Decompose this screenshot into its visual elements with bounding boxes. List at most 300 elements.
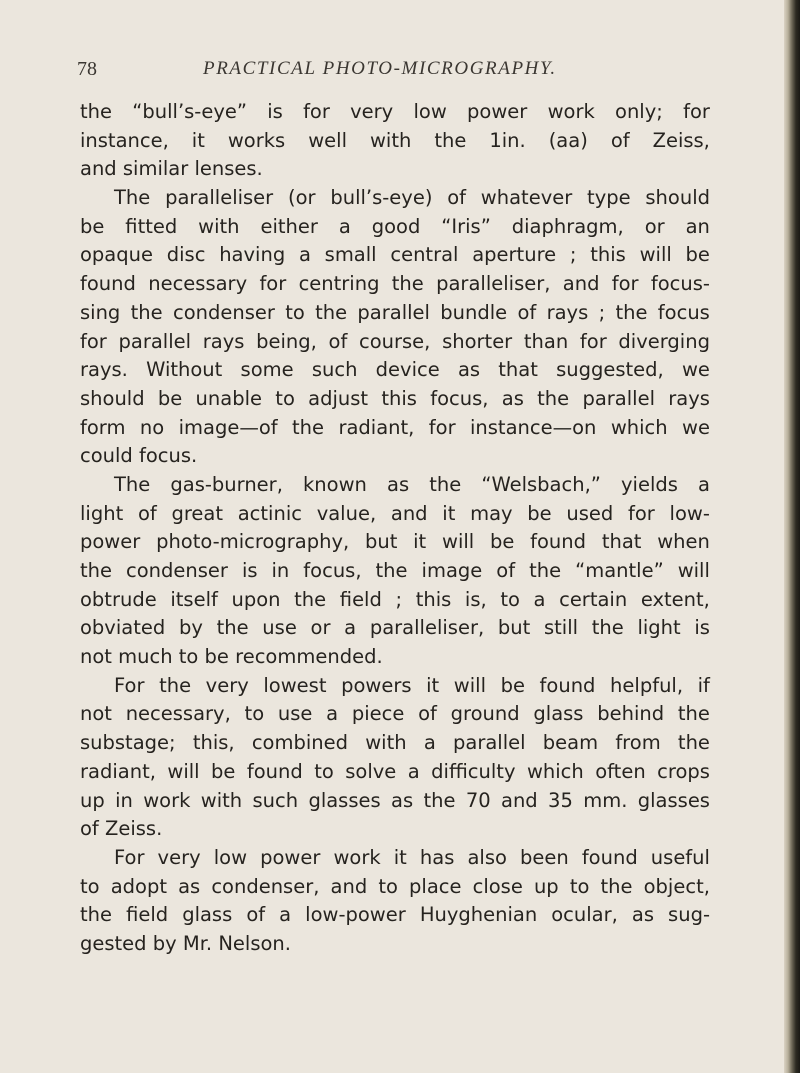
- word: either: [260, 214, 318, 238]
- word: and: [501, 788, 538, 812]
- word: this: [590, 243, 626, 267]
- text-line: [80, 328, 710, 357]
- word: field: [126, 903, 169, 927]
- word: the: [529, 559, 562, 582]
- word: be: [211, 759, 236, 783]
- word: or: [310, 616, 331, 640]
- word: to: [314, 759, 334, 783]
- word: by: [178, 616, 203, 640]
- word: “mantle”: [575, 559, 664, 582]
- word: radiant,: [80, 759, 156, 783]
- word: with: [369, 128, 412, 152]
- word: for: [683, 100, 710, 123]
- word: the: [434, 128, 467, 152]
- word: low: [413, 100, 447, 123]
- word: well: [308, 128, 347, 152]
- text-line: [80, 127, 710, 156]
- word: The: [114, 186, 151, 210]
- word: often: [595, 759, 646, 783]
- word: of: [246, 903, 266, 927]
- word: very: [350, 100, 394, 123]
- word: with: [365, 731, 407, 755]
- word: substage;: [80, 731, 176, 755]
- word: only;: [615, 100, 663, 123]
- word: powers: [341, 673, 412, 697]
- word: centring: [298, 272, 380, 296]
- word: use: [262, 616, 297, 640]
- text-line: [80, 700, 710, 729]
- word: the: [80, 903, 113, 927]
- word: great: [171, 501, 224, 525]
- word: Zeiss,: [652, 128, 710, 152]
- text-line: [80, 184, 710, 213]
- word: for: [611, 272, 639, 296]
- word: ;: [569, 243, 577, 267]
- word: rays.: [80, 358, 128, 382]
- word: found: [246, 759, 303, 783]
- word: to: [285, 300, 305, 324]
- word: 1in.: [489, 128, 526, 152]
- text-line: [80, 643, 710, 672]
- word: itself: [170, 587, 218, 611]
- word: will: [442, 530, 475, 554]
- word: be: [80, 214, 105, 238]
- word: to: [244, 702, 265, 726]
- word: with: [198, 214, 240, 238]
- word: central: [390, 243, 459, 267]
- word: or: [644, 214, 665, 238]
- word: light: [637, 616, 681, 640]
- word: ;: [395, 587, 403, 611]
- word: and: [562, 272, 600, 296]
- word: a: [698, 472, 710, 496]
- word: the: [375, 559, 408, 582]
- text-line-content: of Zeiss.: [80, 817, 163, 841]
- word: as: [457, 358, 481, 382]
- word: it: [413, 530, 427, 554]
- word: low-power: [305, 903, 406, 927]
- word: be: [685, 243, 710, 267]
- word: helpful,: [610, 673, 684, 697]
- word: with: [200, 788, 243, 812]
- word: still: [543, 616, 579, 640]
- word: close: [472, 874, 523, 898]
- word: it: [426, 673, 440, 697]
- word: field: [339, 587, 382, 611]
- word: low: [213, 845, 248, 869]
- text-line: [80, 614, 710, 643]
- word: also: [467, 845, 507, 869]
- word: whatever: [480, 186, 573, 210]
- text-line-content: and similar lenses.: [80, 157, 263, 181]
- word: (or: [287, 186, 316, 210]
- word: good: [371, 214, 421, 238]
- word: crops: [657, 759, 710, 783]
- word: obviated: [80, 616, 166, 640]
- word: parallel: [453, 731, 526, 755]
- text-line: [80, 901, 710, 930]
- text-line: [80, 241, 710, 270]
- word: of: [447, 186, 467, 210]
- word: work: [547, 100, 595, 123]
- word: mm.: [583, 788, 628, 812]
- word: necessary: [148, 272, 248, 296]
- word: parallel: [357, 300, 430, 324]
- word: small: [324, 243, 377, 267]
- word: it: [191, 128, 205, 152]
- text-line: [80, 758, 710, 787]
- word: paralleliser,: [436, 272, 551, 296]
- word: has: [419, 845, 455, 869]
- text-line-content: gested by Mr. Nelson.: [80, 931, 291, 955]
- word: instance—on: [470, 415, 597, 439]
- word: of: [517, 300, 537, 324]
- word: For: [114, 673, 145, 697]
- word: the: [677, 702, 710, 726]
- word: combined: [251, 731, 349, 755]
- word: a: [279, 903, 292, 927]
- word: having: [219, 243, 286, 267]
- word: value,: [316, 501, 377, 525]
- word: course,: [359, 329, 431, 353]
- word: sing: [80, 300, 121, 324]
- word: “Iris”: [441, 214, 491, 238]
- word: parallel: [582, 386, 655, 410]
- word: focus-: [650, 272, 710, 296]
- word: being,: [256, 329, 317, 353]
- text-line: [80, 356, 710, 385]
- word: for: [628, 501, 655, 525]
- word: to: [500, 587, 520, 611]
- word: as: [178, 874, 201, 898]
- word: For: [114, 845, 145, 869]
- word: form: [80, 415, 126, 439]
- word: power: [260, 845, 321, 869]
- word: some: [240, 358, 294, 382]
- word: low-: [669, 501, 710, 525]
- word: to: [80, 874, 100, 898]
- word: paralleliser: [165, 186, 274, 210]
- word: the: [159, 673, 192, 697]
- word: glasses: [308, 788, 381, 812]
- text-line: [80, 873, 710, 902]
- word: Without: [146, 358, 223, 382]
- word: up: [533, 874, 559, 898]
- word: the: [615, 300, 648, 324]
- word: The: [114, 472, 151, 496]
- word: this: [381, 386, 417, 410]
- text-line: [80, 557, 710, 586]
- word: a: [298, 243, 311, 267]
- word: is: [694, 616, 710, 640]
- word: paralleliser,: [369, 616, 485, 640]
- page-binding-edge: [784, 0, 800, 1073]
- word: such: [311, 358, 358, 382]
- text-line: [80, 98, 710, 127]
- word: to: [275, 386, 295, 410]
- word: object,: [643, 874, 710, 898]
- text-line: [80, 787, 710, 816]
- word: use: [277, 702, 313, 726]
- text-line: [80, 270, 710, 299]
- word: obtrude: [80, 587, 157, 611]
- word: the: [315, 300, 348, 324]
- word: bull’s-eye): [330, 186, 433, 210]
- word: as: [391, 788, 414, 812]
- word: of: [496, 559, 516, 582]
- text-line: [80, 385, 710, 414]
- word: a: [338, 214, 351, 238]
- word: used: [566, 501, 614, 525]
- word: 70: [465, 788, 491, 812]
- word: Huyghenian: [419, 903, 538, 927]
- word: power: [467, 100, 528, 123]
- word: of: [418, 702, 437, 726]
- word: lowest: [263, 673, 327, 697]
- text-line: [80, 729, 710, 758]
- word: glass: [533, 702, 584, 726]
- word: for: [259, 272, 287, 296]
- word: for: [80, 329, 107, 353]
- word: be: [157, 386, 183, 410]
- word: “Welsbach,”: [481, 472, 601, 496]
- word: it: [393, 845, 407, 869]
- word: as: [387, 472, 410, 496]
- word: this: [415, 587, 452, 611]
- word: for: [303, 100, 330, 123]
- word: the: [600, 874, 633, 898]
- word: the: [429, 472, 462, 496]
- text-line: [80, 471, 710, 500]
- word: we: [682, 415, 710, 439]
- word: of: [328, 329, 348, 353]
- word: the: [216, 616, 249, 640]
- word: a: [407, 759, 420, 783]
- word: device: [375, 358, 440, 382]
- word: found: [80, 272, 136, 296]
- text-line: [80, 815, 710, 844]
- word: if: [697, 673, 710, 697]
- word: be: [500, 673, 525, 697]
- word: should: [645, 186, 710, 210]
- word: behind: [597, 702, 665, 726]
- word: been: [520, 845, 569, 869]
- word: adopt: [110, 874, 167, 898]
- word: will: [453, 673, 486, 697]
- word: focus: [657, 300, 710, 324]
- text-line: [80, 213, 710, 242]
- word: shorter: [442, 329, 513, 353]
- word: than: [523, 329, 569, 353]
- word: when: [657, 530, 710, 554]
- word: found: [539, 673, 596, 697]
- word: ;: [598, 300, 606, 324]
- word: image: [421, 559, 483, 582]
- word: useful: [650, 845, 710, 869]
- word: for: [579, 329, 607, 353]
- text-line: [80, 155, 710, 184]
- word: will: [677, 559, 710, 582]
- word: should: [80, 386, 145, 410]
- word: yields: [621, 472, 678, 496]
- word: to: [569, 874, 590, 898]
- word: very: [205, 673, 249, 697]
- word: it: [442, 501, 456, 525]
- word: rays: [668, 386, 710, 410]
- word: the: [677, 731, 710, 755]
- word: up: [80, 788, 105, 812]
- word: light: [80, 501, 124, 525]
- text-line: [80, 586, 710, 615]
- word: we: [681, 358, 710, 382]
- text-line-content: could focus.: [80, 444, 198, 468]
- word: which: [526, 759, 584, 783]
- word: such: [252, 788, 299, 812]
- word: sug-: [668, 903, 710, 927]
- word: instance,: [80, 128, 169, 152]
- word: upon: [231, 587, 281, 611]
- word: work: [143, 788, 191, 812]
- word: as: [501, 386, 524, 410]
- word: diverging: [618, 329, 710, 353]
- word: a: [423, 731, 436, 755]
- word: solve: [345, 759, 397, 783]
- text-line: [80, 844, 710, 873]
- word: condenser: [172, 300, 275, 324]
- text-line: [80, 442, 710, 471]
- word: aperture: [472, 243, 557, 267]
- word: “bull’s-eye”: [132, 100, 247, 123]
- word: but: [497, 616, 531, 640]
- word: works: [227, 128, 286, 152]
- word: condenser: [126, 559, 228, 582]
- word: of: [137, 501, 157, 525]
- word: actinic: [237, 501, 302, 525]
- word: image—of: [178, 415, 278, 439]
- text-line: [80, 528, 710, 557]
- word: rays: [202, 329, 245, 353]
- word: the: [80, 559, 113, 582]
- word: diaphragm,: [511, 214, 624, 238]
- word: certain: [559, 587, 628, 611]
- body-text: [80, 98, 710, 959]
- page-header: [77, 58, 737, 92]
- word: from: [615, 731, 661, 755]
- word: for: [428, 415, 456, 439]
- word: adjust: [308, 386, 369, 410]
- word: and: [390, 501, 428, 525]
- word: that: [601, 530, 642, 554]
- word: (aa): [548, 128, 588, 152]
- word: known: [303, 472, 367, 496]
- word: and: [330, 874, 368, 898]
- word: to: [378, 874, 398, 898]
- word: radiant,: [338, 415, 415, 439]
- word: is,: [464, 587, 487, 611]
- word: opaque: [80, 243, 153, 267]
- text-line-content: not much to be recommended.: [80, 645, 383, 669]
- page-number: 78: [77, 58, 97, 80]
- word: as: [631, 903, 654, 927]
- text-line: [80, 672, 710, 701]
- word: a: [533, 587, 546, 611]
- word: beam: [542, 731, 599, 755]
- word: the: [294, 587, 327, 611]
- word: fitted: [125, 214, 178, 238]
- word: bundle: [440, 300, 508, 324]
- word: the: [537, 386, 570, 410]
- word: the: [130, 300, 163, 324]
- word: found: [530, 530, 587, 554]
- text-line: [80, 500, 710, 529]
- word: place: [409, 874, 462, 898]
- word: the: [80, 100, 113, 123]
- word: the: [423, 788, 456, 812]
- word: may: [470, 501, 513, 525]
- word: in: [115, 788, 133, 812]
- word: necessary,: [125, 702, 231, 726]
- word: found: [581, 845, 638, 869]
- word: a: [344, 616, 357, 640]
- word: the: [292, 415, 325, 439]
- word: be: [527, 501, 552, 525]
- word: glass: [182, 903, 233, 927]
- word: will: [639, 243, 672, 267]
- word: rays: [546, 300, 589, 324]
- word: the: [391, 272, 424, 296]
- word: unable: [195, 386, 263, 410]
- text-line: [80, 930, 710, 959]
- text-line: [80, 414, 710, 443]
- word: gas-burner,: [170, 472, 283, 496]
- word: this,: [192, 731, 235, 755]
- word: parallel: [118, 329, 192, 353]
- word: ocular,: [551, 903, 618, 927]
- word: no: [139, 415, 165, 439]
- word: is: [267, 100, 283, 123]
- word: of: [610, 128, 630, 152]
- word: focus,: [303, 559, 362, 582]
- word: work: [333, 845, 381, 869]
- word: very: [157, 845, 201, 869]
- word: but: [364, 530, 398, 554]
- word: extent,: [640, 587, 710, 611]
- word: not: [80, 702, 112, 726]
- text-line: [80, 299, 710, 328]
- word: 35: [548, 788, 573, 812]
- word: photo-micrography,: [156, 530, 350, 554]
- word: in: [271, 559, 290, 582]
- word: difficulty: [431, 759, 516, 783]
- word: type: [587, 186, 631, 210]
- word: suggested,: [556, 358, 664, 382]
- word: which: [610, 415, 668, 439]
- word: that: [498, 358, 538, 382]
- word: focus,: [430, 386, 489, 410]
- word: be: [489, 530, 515, 554]
- word: the: [591, 616, 624, 640]
- word: condenser,: [211, 874, 320, 898]
- word: power: [80, 530, 141, 554]
- word: disc: [166, 243, 206, 267]
- word: a: [326, 702, 339, 726]
- running-title: PRACTICAL PHOTO-MICROGRAPHY.: [203, 58, 557, 79]
- word: glasses: [637, 788, 710, 812]
- word: piece: [351, 702, 405, 726]
- word: an: [685, 214, 710, 238]
- word: will: [167, 759, 200, 783]
- word: is: [241, 559, 258, 582]
